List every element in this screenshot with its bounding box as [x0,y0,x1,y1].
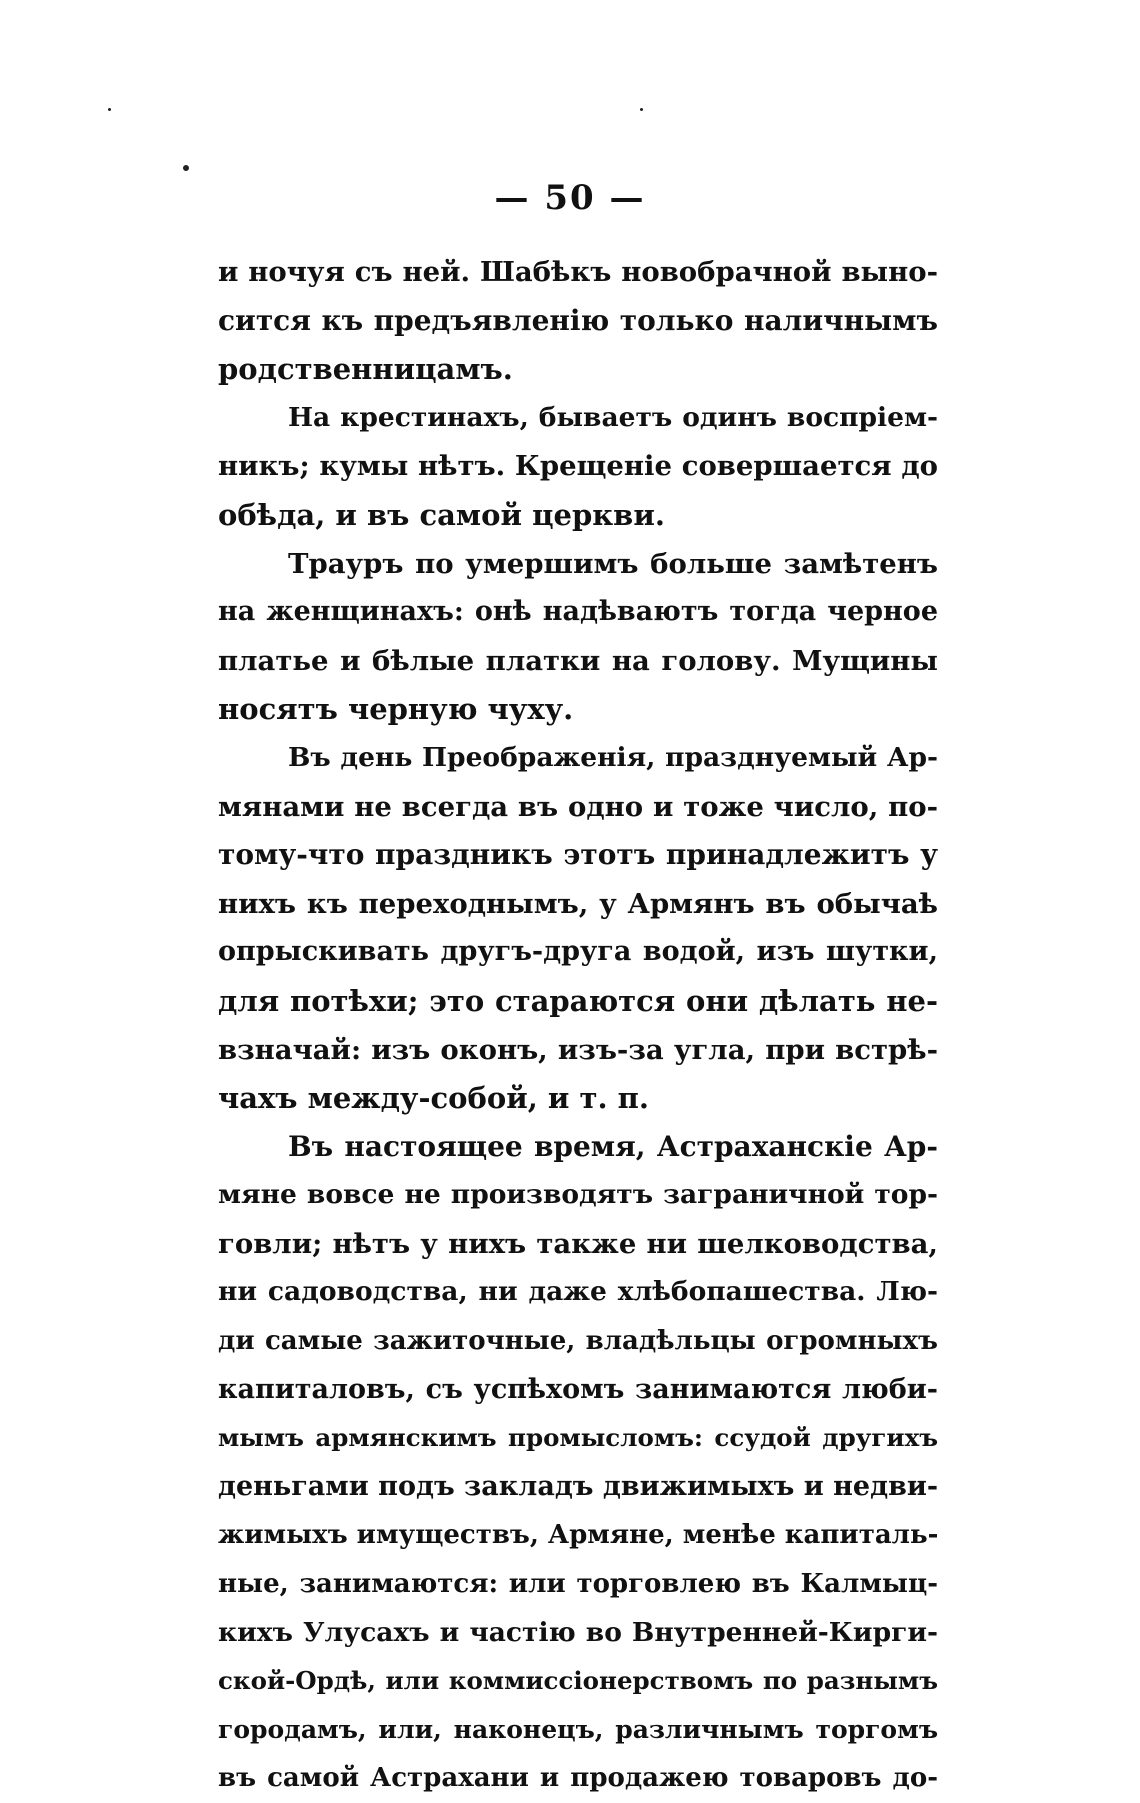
text-line: кихъ Улусахъ и частію во Внутренней-Кирги- [218,1616,938,1648]
text-line: взначай: изъ оконъ, изъ-за угла, при встрѣ- [218,1033,938,1066]
text-line: мяне вовсе не производятъ заграничной тор- [218,1179,938,1211]
text-line: мянами не всегда въ одно и тоже число, по- [218,790,938,823]
text-line: платье и бѣлые платки на голову. Мущины [218,644,938,677]
text-line: родственницамъ. [218,352,513,387]
text-line: Въ день Преображенія, празднуемый Ар- [288,741,938,773]
text-line: никъ; кумы нѣтъ. Крещеніе совершается до [218,450,938,483]
text-line: Въ настоящее время, Астраханскіе Ар- [288,1129,938,1163]
page-number: — 50 — [494,178,646,218]
scan-speck [640,108,643,111]
text-line: носятъ черную чуху. [218,692,574,727]
text-line: говли; нѣтъ у нихъ также ни шелководства, [218,1227,938,1260]
text-line: деньгами подъ закладъ движимыхъ и недви- [218,1470,938,1502]
text-line: и ночуя съ ней. Шабѣкъ новобрачной выно- [218,256,938,288]
text-line: ные, занимаются: или торговлею въ Калмыц- [218,1569,938,1600]
text-line: ской-Ордѣ, или коммиссіонерствомъ по разнымъ [218,1666,938,1696]
text-line: сится къ предъявленію только наличнымъ [218,303,938,337]
text-line: на женщинахъ: онѣ надѣваютъ тогда черное [218,596,938,628]
text-line: Трауръ по умершимъ больше замѣтенъ [288,547,938,580]
text-line: обѣда, и въ самой церкви. [218,497,665,532]
text-line: ди самые зажиточные, владѣльцы огромныхъ [218,1326,938,1357]
text-line: опрыскивать другъ-друга водой, изъ шутки, [218,936,938,968]
text-line: тому-что праздникъ этотъ принадлежитъ у [218,838,938,872]
text-line: городамъ, или, наконецъ, различнымъ торгомъ [218,1714,938,1744]
body-text [218,248,938,1803]
scan-speck [108,108,111,111]
scan-speck [183,165,189,171]
text-line: нихъ къ переходнымъ, у Армянъ въ обычаѣ [218,887,938,920]
text-line: ни садоводства, ни даже хлѣбопашества. Лю- [218,1276,938,1308]
text-line: для потѣхи; это стараются они дѣлать не- [218,983,938,1018]
text-line: капиталовъ, съ успѣхомъ занимаются люби- [218,1373,938,1405]
text-line: мымъ армянскимъ промысломъ: ссудой другихъ [218,1423,938,1453]
text-line: На крестинахъ, бываетъ одинъ воспріем- [288,401,938,433]
text-line: въ самой Астрахани и продажею товаровъ до- [218,1763,938,1794]
text-line: жимыхъ имуществъ, Армяне, менѣе капиталь- [218,1520,938,1551]
text-line: чахъ между-собой, и т. п. [218,1081,649,1116]
